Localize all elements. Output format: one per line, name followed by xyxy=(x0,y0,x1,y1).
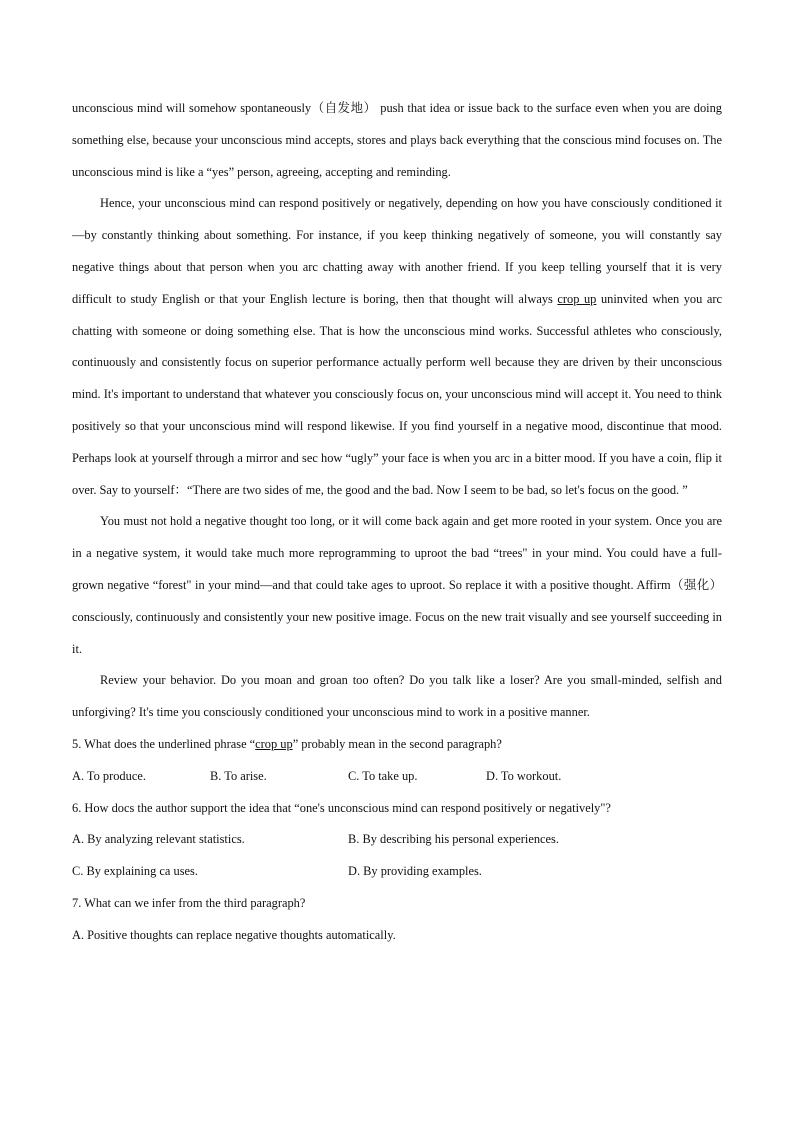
question-6-options-row-1 xyxy=(72,824,722,856)
question-6: 6. How docs the author support the idea that “one's unconscious mind can respond positively or negatively"? xyxy=(72,800,611,815)
underlined-phrase: crop up xyxy=(557,291,597,306)
document-page xyxy=(72,93,722,952)
paragraph-4: Review your behavior. Do you moan and groan too often? Do you talk like a loser? Are you small-minded, selfish and unforgiving? It's time you consciously conditioned your unconscious mind to work in a positive manner. xyxy=(72,673,722,720)
q5-option-d[interactable]: D. To workout. xyxy=(486,768,562,783)
q5-option-b[interactable]: B. To arise. xyxy=(210,768,267,783)
question-5-text-b: ” probably mean in the second paragraph? xyxy=(292,736,502,751)
q6-option-d[interactable]: D. By providing examples. xyxy=(348,864,482,879)
question-5-text-a: 5. What does the underlined phrase “ xyxy=(72,736,256,751)
q6-option-a[interactable]: A. By analyzing relevant statistics. xyxy=(72,832,245,847)
paragraph-2 xyxy=(72,188,722,506)
q5-option-a[interactable]: A. To produce. xyxy=(72,768,146,783)
question-5-options xyxy=(72,761,722,793)
paragraph-2-text-a: Hence, your unconscious mind can respond positively or negatively, depending on how you have consciously conditioned it—by constantly thinking about something. For instance, if you keep thinking negatively of someone, you will constantly say negative things about that person when you arc chatting away with another friend. If you keep telling yourself that it is very difficult to study English or that your English lecture is boring, then that thought will always xyxy=(72,196,722,306)
q5-option-c[interactable]: C. To take up. xyxy=(348,768,418,783)
q6-option-c[interactable]: C. By explaining ca uses. xyxy=(72,864,198,879)
q6-option-b[interactable]: B. By describing his personal experiences. xyxy=(348,832,559,847)
question-6-options-row-2 xyxy=(72,856,722,888)
question-5-underlined: crop up xyxy=(255,736,293,751)
paragraph-3: You must not hold a negative thought too long, or it will come back again and get more rooted in your system. Once you are in a negative system, it would take much more reprogramming to uproot the bad “trees" in your mind. You could have a full-grown negative “forest" in your mind—and that could take ages to uproot. So replace it with a positive thought. Affirm（强化） consciously, continuously and consistently your new positive image. Focus on the new trait visually and see yourself succeeding in it. xyxy=(72,514,722,656)
paragraph-1: unconscious mind will somehow spontaneously（自发地） push that idea or issue back to the surface even when you are doing something else, because your unconscious mind accepts, stores and plays back everything that the conscious mind focuses on. The unconscious mind is like a “yes” person, agreeing, accepting and reminding. xyxy=(72,101,722,179)
q7-option-a[interactable]: A. Positive thoughts can replace negative thoughts automatically. xyxy=(72,927,396,942)
question-5 xyxy=(72,729,722,761)
question-7: 7. What can we infer from the third paragraph? xyxy=(72,895,306,910)
paragraph-2-text-b: uninvited when you arc chatting with someone or doing something else. That is how the unconscious mind works. Successful athletes who consciously, continuously and consistently focus on superior performance actually perform well because they are driven by their unconscious mind. It's important to understand that whatever you consciously focus on, your unconscious mind will accept it. You need to think positively so that your unconscious mind will respond likewise. If you find yourself in a negative mood, discontinue that mood. Perhaps look at yourself through a mirror and sec how “ugly” your face is when you arc in a bitter mood. If you have a coin, flip it over. Say to yourself：“There are two sides of me, the good and the bad. Now I seem to be bad, so let's focus on the good. ” xyxy=(72,291,722,497)
